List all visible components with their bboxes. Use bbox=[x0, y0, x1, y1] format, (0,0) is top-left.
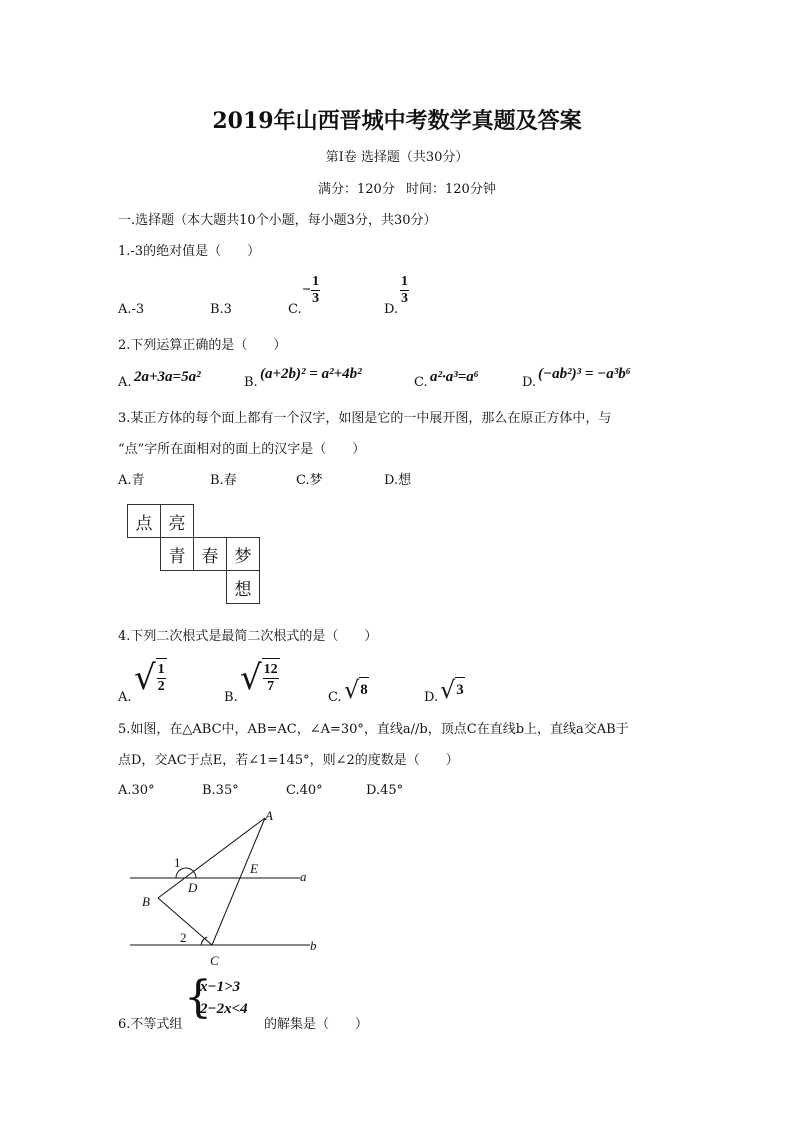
q4-option-a-math: √ $\frac{1}{2}$ bbox=[134, 658, 165, 698]
q2-option-b: B. bbox=[244, 375, 258, 390]
q2-option-c: C. bbox=[414, 375, 428, 390]
triangle-figure bbox=[120, 805, 330, 975]
net-cell: 想 bbox=[227, 571, 260, 604]
label-angle-2: 2 bbox=[180, 930, 187, 945]
q6-stem-suffix: 的解集是（ ） bbox=[264, 1017, 369, 1032]
q6-inequality-2: 2−2x<4 bbox=[200, 1001, 248, 1017]
q6-inequality-1: x−1>3 bbox=[200, 979, 241, 995]
q2-stem: 2.下列运算正确的是（ ） bbox=[118, 338, 287, 353]
q1-option-c: C. bbox=[288, 302, 302, 317]
q2-option-a-math: 2a+3a=5a² bbox=[134, 369, 201, 385]
q3-option-b: B.春 bbox=[210, 473, 237, 488]
label-E: E bbox=[250, 861, 258, 876]
q4-option-a: A. bbox=[118, 690, 132, 705]
segment-AC bbox=[212, 818, 265, 945]
q3-option-a: A.青 bbox=[118, 473, 145, 488]
cube-net bbox=[127, 504, 260, 604]
q3-option-d: D.想 bbox=[384, 473, 412, 488]
q1-option-d: D. bbox=[384, 302, 399, 317]
score-info: 满分：120分 bbox=[318, 182, 395, 197]
q6-stem-prefix: 6.不等式组 bbox=[118, 1017, 183, 1032]
q1-option-a: A.-3 bbox=[118, 302, 145, 317]
q5-stem-line2: 点D，交AC于点E，若∠1=145°，则∠2的度数是（ ） bbox=[118, 753, 459, 768]
q2-option-a: A. bbox=[118, 375, 132, 390]
q5-option-d: D.45° bbox=[366, 783, 404, 798]
net-cell: 亮 bbox=[161, 505, 194, 538]
label-line-b: b bbox=[310, 938, 317, 953]
q4-option-c: C. bbox=[328, 690, 342, 705]
net-cell: 点 bbox=[128, 505, 161, 538]
q4-option-d: D. bbox=[424, 690, 439, 705]
q1-option-c-math: − $\frac{1}{3}$ bbox=[302, 274, 320, 306]
label-A: A bbox=[265, 808, 273, 823]
label-line-a: a bbox=[300, 869, 307, 884]
q1-option-b: B.3 bbox=[210, 302, 232, 317]
label-B: B bbox=[142, 894, 150, 909]
q3-stem-line2: “点”字所在面相对的面上的汉字是（ ） bbox=[118, 442, 366, 457]
q1-option-d-math: $\frac{1}{3}$ bbox=[401, 274, 408, 306]
page-title: 2019年山西晋城中考数学真题及答案 bbox=[212, 108, 582, 134]
q5-option-b: B.35° bbox=[202, 783, 239, 798]
q5-option-a: A.30° bbox=[118, 783, 155, 798]
label-C: C bbox=[210, 953, 219, 968]
net-cell: 春 bbox=[194, 538, 227, 571]
q2-option-b-math: (a+2b)² = a²+4b² bbox=[260, 366, 362, 382]
q4-option-b-math: √ $\frac{12}{7}$ bbox=[240, 658, 278, 698]
q1-stem: 1.-3的绝对值是（ ） bbox=[118, 244, 261, 259]
q6-brace: { bbox=[184, 972, 212, 1023]
net-cell: 梦 bbox=[227, 538, 260, 571]
q3-stem-line1: 3.某正方体的每个面上都有一个汉字，如图是它的一中展开图，那么在原正方体中，与 bbox=[118, 411, 612, 426]
q5-option-c: C.40° bbox=[286, 783, 323, 798]
q4-option-c-math: √ 8 bbox=[344, 676, 368, 704]
q2-option-d-math: (−ab²)³ = −a³b⁶ bbox=[538, 366, 631, 382]
section-heading: 一.选择题（本大题共10个小题，每小题3分，共30分） bbox=[118, 213, 437, 228]
q4-option-b: B. bbox=[224, 690, 238, 705]
q2-option-d: D. bbox=[522, 375, 537, 390]
net-cell: 青 bbox=[161, 538, 194, 571]
q4-option-d-math: √ 3 bbox=[440, 676, 464, 704]
time-info: 时间：120分钟 bbox=[406, 182, 496, 197]
label-angle-1: 1 bbox=[174, 855, 181, 870]
subtitle: 第Ⅰ卷 选择题（共30分） bbox=[325, 150, 469, 165]
q5-stem-line1: 5.如图，在△ABC中，AB=AC，∠A=30°，直线a//b，顶点C在直线b上，直线a交AB于 bbox=[118, 722, 629, 737]
q4-stem: 4.下列二次根式是最简二次根式的是（ ） bbox=[118, 629, 378, 644]
q2-option-c-math: a²·a³=a⁶ bbox=[430, 369, 480, 385]
label-D: D bbox=[188, 880, 198, 895]
q3-option-c: C.梦 bbox=[296, 473, 323, 488]
